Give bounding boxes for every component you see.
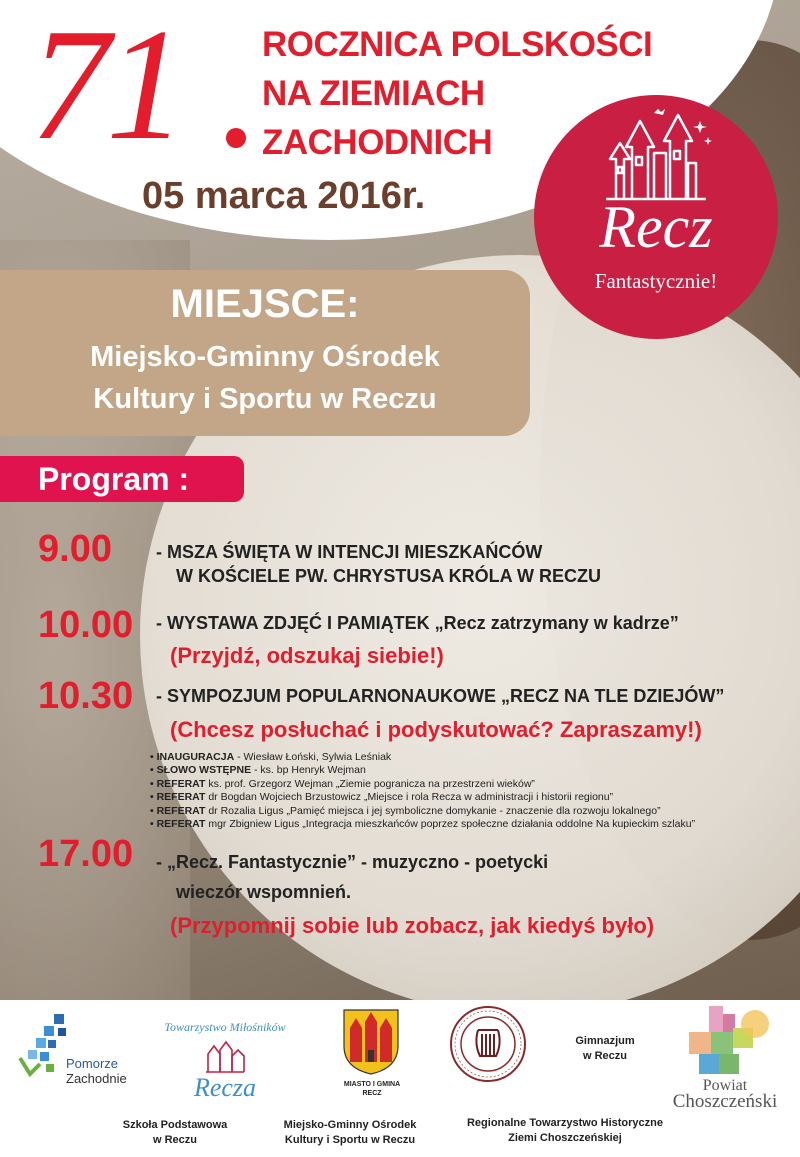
symposium-item: • REFERAT dr Rozalia Ligus „Pamięć miejsca i jej symboliczne domykanie - znaczenie dla rozwoju lokalnego” <box>150 804 661 817</box>
caption-line: Miejsko-Gminny Ośrodek <box>283 1119 417 1131</box>
gimnazjum-label <box>560 1034 650 1064</box>
program-note: (Chcesz posłuchać i podyskutować? Zapraszamy!) <box>170 717 702 742</box>
place-name-line: Kultury i Sportu w Reczu <box>93 383 437 415</box>
program-note: (Przyjdź, odszukaj siebie!) <box>170 643 444 668</box>
powiat-line: Powiat <box>702 1077 748 1094</box>
coat-of-arms-icon <box>342 1008 400 1076</box>
program-time: 9.00 <box>38 528 112 570</box>
miasto-line: RECZ <box>362 1090 382 1097</box>
towarzystwo-name: Recza <box>193 1073 257 1102</box>
symposium-item: • REFERAT mgr Zbigniew Ligus „Integracja mieszkańców poprzez społeczne działania oddolne Na kupieckim szlaku” <box>150 818 696 831</box>
powiat-line: Choszczeński <box>672 1091 778 1112</box>
osrodek-caption <box>265 1118 435 1148</box>
regionalne-towarzystwo-seal <box>448 1004 528 1084</box>
program-note: (Przypomnij sobie lub zobacz, jak kiedyś było) <box>170 913 655 938</box>
program-time: 10.00 <box>38 604 134 646</box>
lyre-seal-icon <box>448 1004 528 1084</box>
anniversary-number: 71 <box>30 0 182 173</box>
caption-line: Kultury i Sportu w Reczu <box>284 1134 416 1146</box>
title-line: ROCZNICA POLSKOŚCI <box>262 25 653 64</box>
place-name <box>0 336 530 420</box>
symposium-item: • SŁOWO WSTĘPNE - ks. bp Henryk Wejman <box>150 764 366 777</box>
program-item-line: - MSZA ŚWIĘTA W INTENCJI MIESZKAŃCÓW <box>156 542 543 562</box>
caption-line: Ziemi Choszczeńskiej <box>508 1132 622 1144</box>
logo-wordmark: Recz <box>599 194 713 260</box>
symposium-item: • INAUGURACJA - Wiesław Łoński, Sylwia Leśniak <box>150 751 392 763</box>
regionalne-caption <box>455 1116 675 1146</box>
anniversary-dot <box>226 128 246 148</box>
title-line: ZACHODNICH <box>262 123 493 162</box>
recz-coat-of-arms <box>332 1008 412 1108</box>
program-item-line: - SYMPOZJUM POPULARNONAUKOWE „RECZ NA TLE DZIEJÓW” <box>156 686 725 706</box>
program-heading: Program : <box>38 461 190 497</box>
miasto-line: MIASTO I GMINA <box>343 1081 401 1088</box>
szkola-caption <box>100 1118 250 1148</box>
place-name-line: Miejsko-Gminny Ośrodek <box>90 341 440 373</box>
caption-line: Regionalne Towarzystwo Historyczne <box>466 1117 663 1129</box>
pomorze-line: Pomorze <box>66 1056 119 1071</box>
program-time: 17.00 <box>38 833 134 875</box>
event-date: 05 marca 2016r. <box>142 175 426 217</box>
place-heading: MIEJSCE: <box>170 282 360 326</box>
powiat-logo <box>655 1002 795 1112</box>
program-item-line: - „Recz. Fantastycznie” - muzyczno - poetycki <box>156 852 549 872</box>
caption-line: w Reczu <box>152 1134 197 1146</box>
powiat-mosaic-icon <box>675 1002 775 1080</box>
gimnazjum-line: Gimnazjum <box>575 1035 635 1047</box>
program-item-line: - WYSTAWA ZDJĘĆ I PAMIĄTEK „Recz zatrzymany w kadrze” <box>156 613 679 633</box>
title-line: NA ZIEMIACH <box>262 74 485 113</box>
symposium-list <box>150 751 695 831</box>
pomorze-zachodnie-logo <box>18 1012 128 1092</box>
pomorze-line: Zachodnie <box>66 1071 127 1086</box>
gimnazjum-line: w Reczu <box>582 1050 627 1062</box>
sponsors-footer <box>0 1000 800 1157</box>
castle-icon <box>204 1040 246 1074</box>
castle-icon <box>596 107 716 203</box>
caption-line: Szkoła Podstawowa <box>122 1119 228 1131</box>
program-time: 10.30 <box>38 675 134 717</box>
program-item-line: W KOŚCIELE PW. CHRYSTUSA KRÓLA W RECZU <box>176 566 601 586</box>
recz-logo <box>534 95 778 339</box>
towarzystwo-logo <box>160 1012 290 1104</box>
program-item-line: wieczór wspomnień. <box>176 882 352 902</box>
symposium-item: • REFERAT ks. prof. Grzegorz Wejman „Ziemie pogranicza na przestrzeni wieków” <box>150 777 535 790</box>
symposium-item: • REFERAT dr Bogdan Wojciech Brzustowicz „Miejsce i rola Recza w administracji i historii regionu” <box>150 791 614 804</box>
logo-tagline: Fantastycznie! <box>594 269 718 293</box>
towarzystwo-arc-text: Towarzystwo Miłośników <box>164 1020 286 1034</box>
